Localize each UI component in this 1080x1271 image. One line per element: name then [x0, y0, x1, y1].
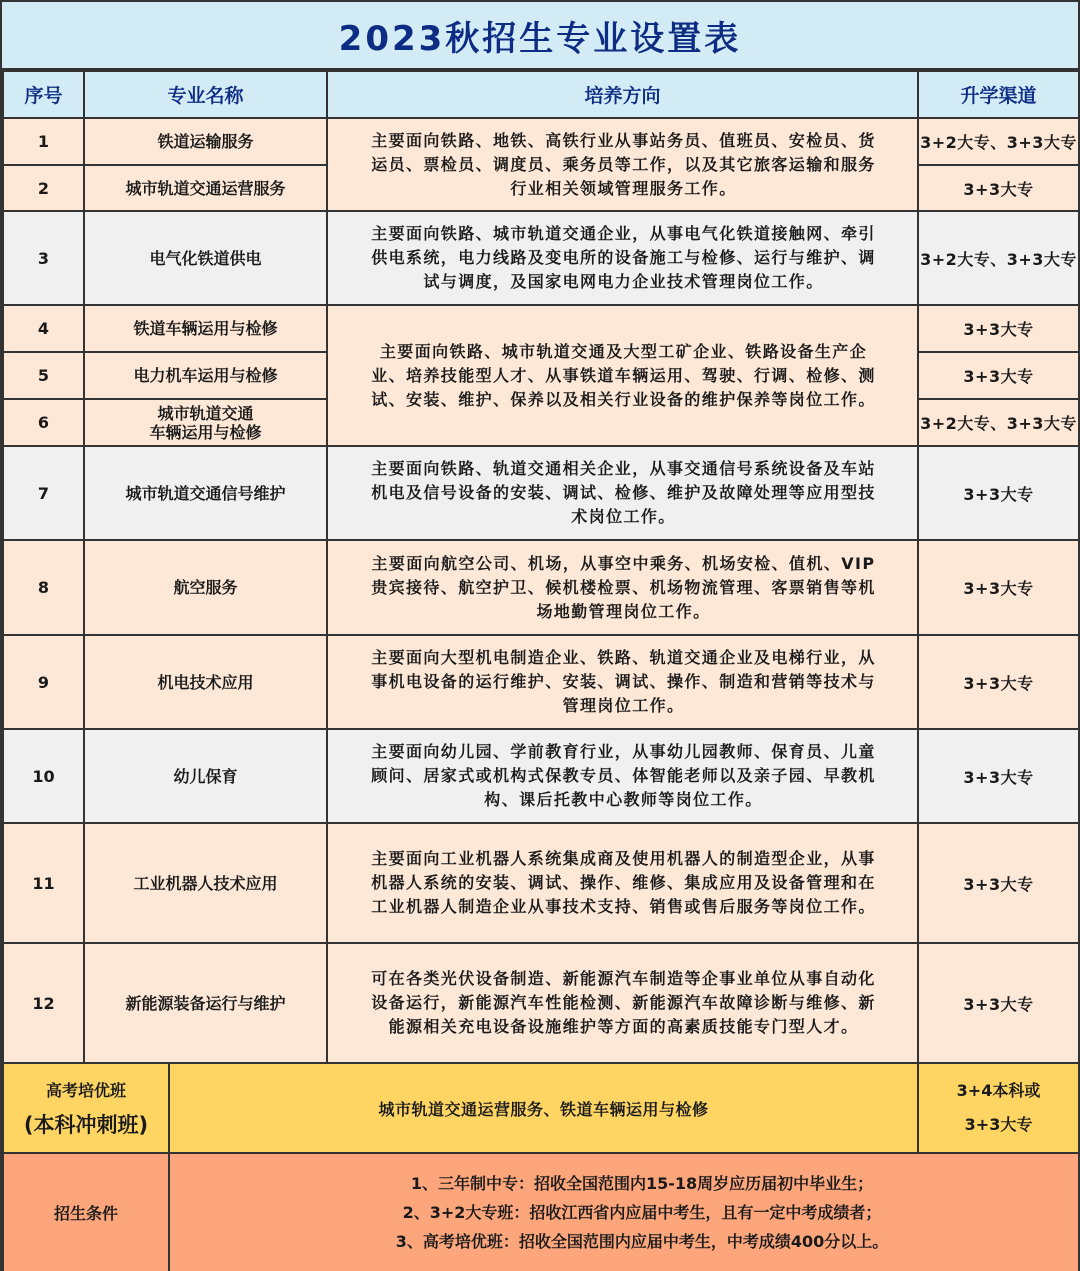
- training-direction: 主要面向幼儿园、学前教育行业，从事幼儿园教师、保育员、儿童顾问、居家式或机构式保教专员、体智能老师以及亲子园、早教机构、课后托教中心教师等岗位工作。: [327, 729, 918, 823]
- training-direction: 主要面向大型机电制造企业、铁路、轨道交通企业及电梯行业，从事机电设备的运行维护、安装、调试、操作、制造和营销等技术与管理岗位工作。: [327, 635, 918, 729]
- table-row: [3, 446, 1079, 540]
- major-name: 电力机车运用与检修: [84, 352, 327, 399]
- pathway: 3+3大专: [918, 635, 1079, 729]
- row-number: 3: [3, 211, 84, 305]
- training-direction: 主要面向工业机器人系统集成商及使用机器人的制造型企业，从事机器人系统的安装、调试、操作、维修、集成应用及设备管理和在工业机器人制造企业从事技术支持、销售或售后服务等岗位工作。: [327, 823, 918, 943]
- gaokao-pathway-line1: 3+4本科或: [956, 1081, 1041, 1100]
- title-bar: [2, 2, 1078, 70]
- conditions-row: [3, 1153, 1079, 1271]
- row-number: 5: [3, 352, 84, 399]
- training-direction: 主要面向铁路、轨道交通相关企业，从事交通信号系统设备及车站机电及信号设备的安装、调试、检修、维护及故障处理等应用型技术岗位工作。: [327, 446, 918, 540]
- training-direction: 主要面向航空公司、机场，从事空中乘务、机场安检、值机、VIP贵宾接待、航空护卫、候机楼检票、机场物流管理、客票销售等机场地勤管理岗位工作。: [327, 540, 918, 635]
- condition-item: 3、高考培优班：招收全国范围内应届中考生，中考成绩400分以上。: [395, 1232, 889, 1251]
- condition-item: 2、3+2大专班：招收江西省内应届中考生，且有一定中考成绩者；: [402, 1203, 882, 1222]
- major-name: 工业机器人技术应用: [84, 823, 327, 943]
- major-name: 新能源装备运行与维护: [84, 943, 327, 1063]
- major-name: [84, 399, 327, 446]
- major-name: 航空服务: [84, 540, 327, 635]
- gaokao-label-cell: [3, 1063, 169, 1153]
- pathway: 3+2大专、3+3大专: [918, 399, 1079, 446]
- gaokao-pathway: [918, 1063, 1079, 1153]
- row-number: 9: [3, 635, 84, 729]
- table-row: [3, 540, 1079, 635]
- table-row: [3, 635, 1079, 729]
- conditions-list: [169, 1153, 1079, 1271]
- table-row: [3, 118, 1079, 165]
- pathway: 3+3大专: [918, 446, 1079, 540]
- pathway: 3+3大专: [918, 165, 1079, 211]
- major-name-line1: 城市轨道交通: [157, 403, 254, 423]
- major-name: 机电技术应用: [84, 635, 327, 729]
- header-no: 序号: [3, 71, 84, 118]
- table-row: [3, 729, 1079, 823]
- header-name: 专业名称: [84, 71, 327, 118]
- row-number: 2: [3, 165, 84, 211]
- header-row: [3, 71, 1079, 118]
- header-direction: 培养方向: [327, 71, 918, 118]
- gaokao-majors: 城市轨道交通运营服务、铁道车辆运用与检修: [169, 1063, 918, 1153]
- training-direction: 可在各类光伏设备制造、新能源汽车制造等企事业单位从事自动化设备运行，新能源汽车性能检测、新能源汽车故障诊断与维修、新能源相关充电设备设施维护等方面的高素质技能专门型人才。: [327, 943, 918, 1063]
- pathway: 3+2大专、3+3大专: [918, 118, 1079, 165]
- training-direction: 主要面向铁路、城市轨道交通企业，从事电气化铁道接触网、牵引供电系统，电力线路及变电所的设备施工与检修、运行与维护、调试与调度，及国家电网电力企业技术管理岗位工作。: [327, 211, 918, 305]
- gaokao-pathway-line2: 3+3大专: [964, 1115, 1033, 1134]
- major-name: 铁道运输服务: [84, 118, 327, 165]
- pathway: 3+3大专: [918, 943, 1079, 1063]
- row-number: 11: [3, 823, 84, 943]
- header-pathway: 升学渠道: [918, 71, 1079, 118]
- pathway: 3+3大专: [918, 540, 1079, 635]
- major-name: 电气化铁道供电: [84, 211, 327, 305]
- row-number: 6: [3, 399, 84, 446]
- table-row: [3, 943, 1079, 1063]
- condition-item: 1、三年制中专：招收全国范围内15-18周岁应历届初中毕业生；: [410, 1174, 874, 1193]
- table-row: [3, 211, 1079, 305]
- major-name: 幼儿保育: [84, 729, 327, 823]
- row-number: 10: [3, 729, 84, 823]
- pathway: 3+3大专: [918, 823, 1079, 943]
- gaokao-sublabel: (本科冲刺班): [23, 1113, 149, 1137]
- gaokao-conditions-table: [2, 1062, 1080, 1271]
- row-number: 4: [3, 305, 84, 352]
- major-name: 城市轨道交通信号维护: [84, 446, 327, 540]
- major-name: 城市轨道交通运营服务: [84, 165, 327, 211]
- training-direction: 主要面向铁路、城市轨道交通及大型工矿企业、铁路设备生产企业、培养技能型人才、从事铁道车辆运用、驾驶、行调、检修、测试、安装、维护、保养以及相关行业设备的维护保养等岗位工作。: [327, 305, 918, 446]
- row-number: 7: [3, 446, 84, 540]
- table-row: [3, 823, 1079, 943]
- pathway: 3+3大专: [918, 352, 1079, 399]
- row-number: 12: [3, 943, 84, 1063]
- page-title: 2023秋招生专业设置表: [338, 18, 742, 59]
- training-direction: 主要面向铁路、地铁、高铁行业从事站务员、值班员、安检员、货运员、票检员、调度员、乘务员等工作，以及其它旅客运输和服务行业相关领域管理服务工作。: [327, 118, 918, 211]
- row-number: 8: [3, 540, 84, 635]
- pathway: 3+3大专: [918, 729, 1079, 823]
- row-number: 1: [3, 118, 84, 165]
- table-row: [3, 305, 1079, 352]
- gaokao-row: [3, 1063, 1079, 1153]
- major-name: 铁道车辆运用与检修: [84, 305, 327, 352]
- gaokao-label: 高考培优班: [45, 1081, 126, 1100]
- conditions-label: 招生条件: [3, 1153, 169, 1271]
- pathway: 3+3大专: [918, 305, 1079, 352]
- pathway: 3+2大专、3+3大专: [918, 211, 1079, 305]
- majors-table: [2, 70, 1080, 1064]
- major-name-line2: 车辆运用与检修: [149, 422, 262, 442]
